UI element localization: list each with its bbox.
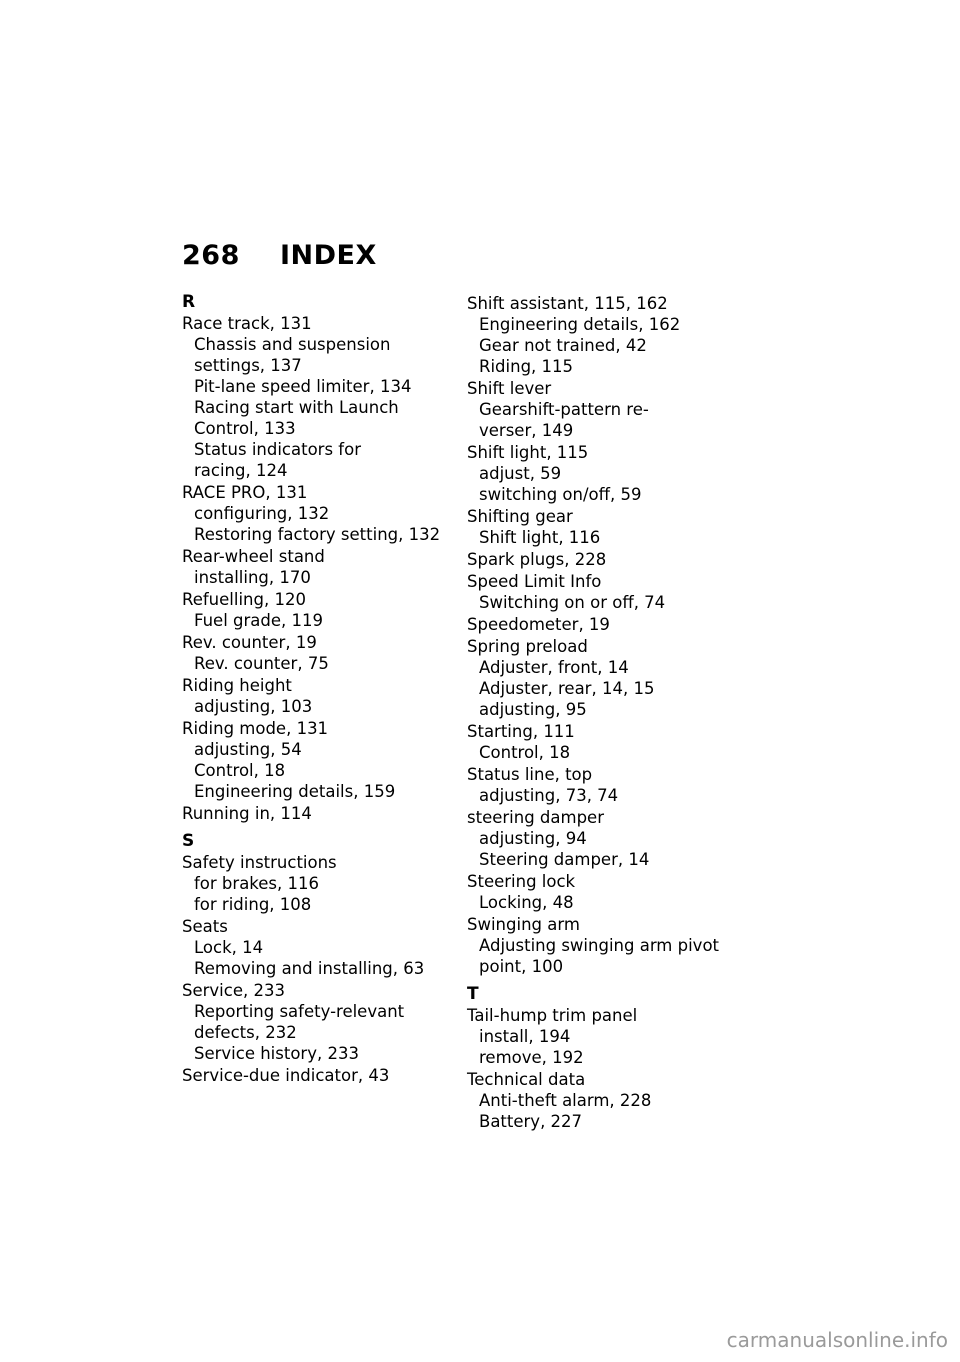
index-entry: Service, 233 xyxy=(182,981,285,1000)
index-subentry: adjust, 59 xyxy=(479,464,562,483)
index-subentry: Racing start with Launch xyxy=(194,398,399,417)
index-subentry: Gear not trained, 42 xyxy=(479,336,647,355)
index-entry: Tail-hump trim panel xyxy=(467,1006,638,1025)
index-subentry: adjusting, 54 xyxy=(194,740,302,759)
index-entry: Speedometer, 19 xyxy=(467,615,610,634)
index-letter-heading: S xyxy=(182,831,195,851)
index-entry: Rear-wheel stand xyxy=(182,547,325,566)
index-column-left xyxy=(182,293,452,1086)
index-entry: Shift light, 115 xyxy=(467,443,589,462)
index-entry: Speed Limit Info xyxy=(467,572,602,591)
index-subentry: Restoring factory setting, 132 xyxy=(194,525,441,544)
index-entry: Shift assistant, 115, 162 xyxy=(467,294,668,313)
index-entry: Service-due indicator, 43 xyxy=(182,1066,390,1085)
index-subentry: Adjusting swinging arm pivot xyxy=(479,936,720,955)
index-subentry: adjusting, 95 xyxy=(479,700,587,719)
index-entry: Swinging arm xyxy=(467,915,580,934)
watermark: carmanualsonline.info xyxy=(726,1328,948,1352)
index-subentry: Adjuster, front, 14 xyxy=(479,658,629,677)
index-subentry: Rev. counter, 75 xyxy=(194,654,329,673)
index-entry: Refuelling, 120 xyxy=(182,590,306,609)
index-subentry: Control, 133 xyxy=(194,419,296,438)
index-subentry: adjusting, 73, 74 xyxy=(479,786,619,805)
index-letter-heading: T xyxy=(467,984,479,1004)
index-subentry: configuring, 132 xyxy=(194,504,330,523)
index-subentry: Reporting safety-relevant xyxy=(194,1002,405,1021)
index-entry: Technical data xyxy=(467,1070,586,1089)
index-entry: Race track, 131 xyxy=(182,314,312,333)
index-letter-heading: R xyxy=(182,292,196,312)
index-entry: Steering lock xyxy=(467,872,576,891)
index-subentry: Engineering details, 159 xyxy=(194,782,396,801)
index-subentry: Service history, 233 xyxy=(194,1044,359,1063)
index-subentry: Shift light, 116 xyxy=(479,528,601,547)
index-subentry: adjusting, 103 xyxy=(194,697,313,716)
index-subentry: Control, 18 xyxy=(479,743,571,762)
index-entry: steering damper xyxy=(467,808,604,827)
index-subentry: Status indicators for xyxy=(194,440,361,459)
index-subentry: installing, 170 xyxy=(194,568,311,587)
index-subentry: settings, 137 xyxy=(194,356,302,375)
index-subentry: Fuel grade, 119 xyxy=(194,611,324,630)
index-subentry: Chassis and suspension xyxy=(194,335,391,354)
index-subentry: Pit-lane speed limiter, 134 xyxy=(194,377,412,396)
index-subentry: for riding, 108 xyxy=(194,895,312,914)
index-entry: Spring preload xyxy=(467,637,588,656)
index-subentry: defects, 232 xyxy=(194,1023,297,1042)
index-subentry: Adjuster, rear, 14, 15 xyxy=(479,679,655,698)
index-subentry: install, 194 xyxy=(479,1027,571,1046)
index-subentry: Removing and installing, 63 xyxy=(194,959,425,978)
index-subentry: point, 100 xyxy=(479,957,564,976)
index-entry: Riding height xyxy=(182,676,292,695)
index-subentry: Steering damper, 14 xyxy=(479,850,650,869)
index-subentry: Battery, 227 xyxy=(479,1112,583,1131)
index-subentry: Riding, 115 xyxy=(479,357,574,376)
index-entry: Riding mode, 131 xyxy=(182,719,329,738)
index-subentry: Anti-theft alarm, 228 xyxy=(479,1091,652,1110)
index-entry: Seats xyxy=(182,917,228,936)
index-entry: RACE PRO, 131 xyxy=(182,483,308,502)
index-subentry: Switching on or off, 74 xyxy=(479,593,666,612)
page-header xyxy=(182,240,377,271)
index-entry: Safety instructions xyxy=(182,853,337,872)
index-subentry: remove, 192 xyxy=(479,1048,584,1067)
index-subentry: for brakes, 116 xyxy=(194,874,319,893)
index-entry: Starting, 111 xyxy=(467,722,575,741)
index-subentry: adjusting, 94 xyxy=(479,829,587,848)
index-subentry: Gearshift-pattern re- xyxy=(479,400,649,419)
index-entry: Spark plugs, 228 xyxy=(467,550,607,569)
index-entry: Shifting gear xyxy=(467,507,573,526)
index-entry: Rev. counter, 19 xyxy=(182,633,317,652)
index-subentry: verser, 149 xyxy=(479,421,574,440)
index-subentry: Lock, 14 xyxy=(194,938,264,957)
index-entry: Running in, 114 xyxy=(182,804,312,823)
page-number: 268 xyxy=(182,240,240,271)
page-title: INDEX xyxy=(280,240,377,271)
index-entry: Status line, top xyxy=(467,765,593,784)
index-subentry: racing, 124 xyxy=(194,461,288,480)
index-entry: Shift lever xyxy=(467,379,552,398)
index-subentry: Locking, 48 xyxy=(479,893,574,912)
index-column-right xyxy=(467,293,752,1132)
index-subentry: Engineering details, 162 xyxy=(479,315,681,334)
index-subentry: switching on/off, 59 xyxy=(479,485,642,504)
index-subentry: Control, 18 xyxy=(194,761,286,780)
